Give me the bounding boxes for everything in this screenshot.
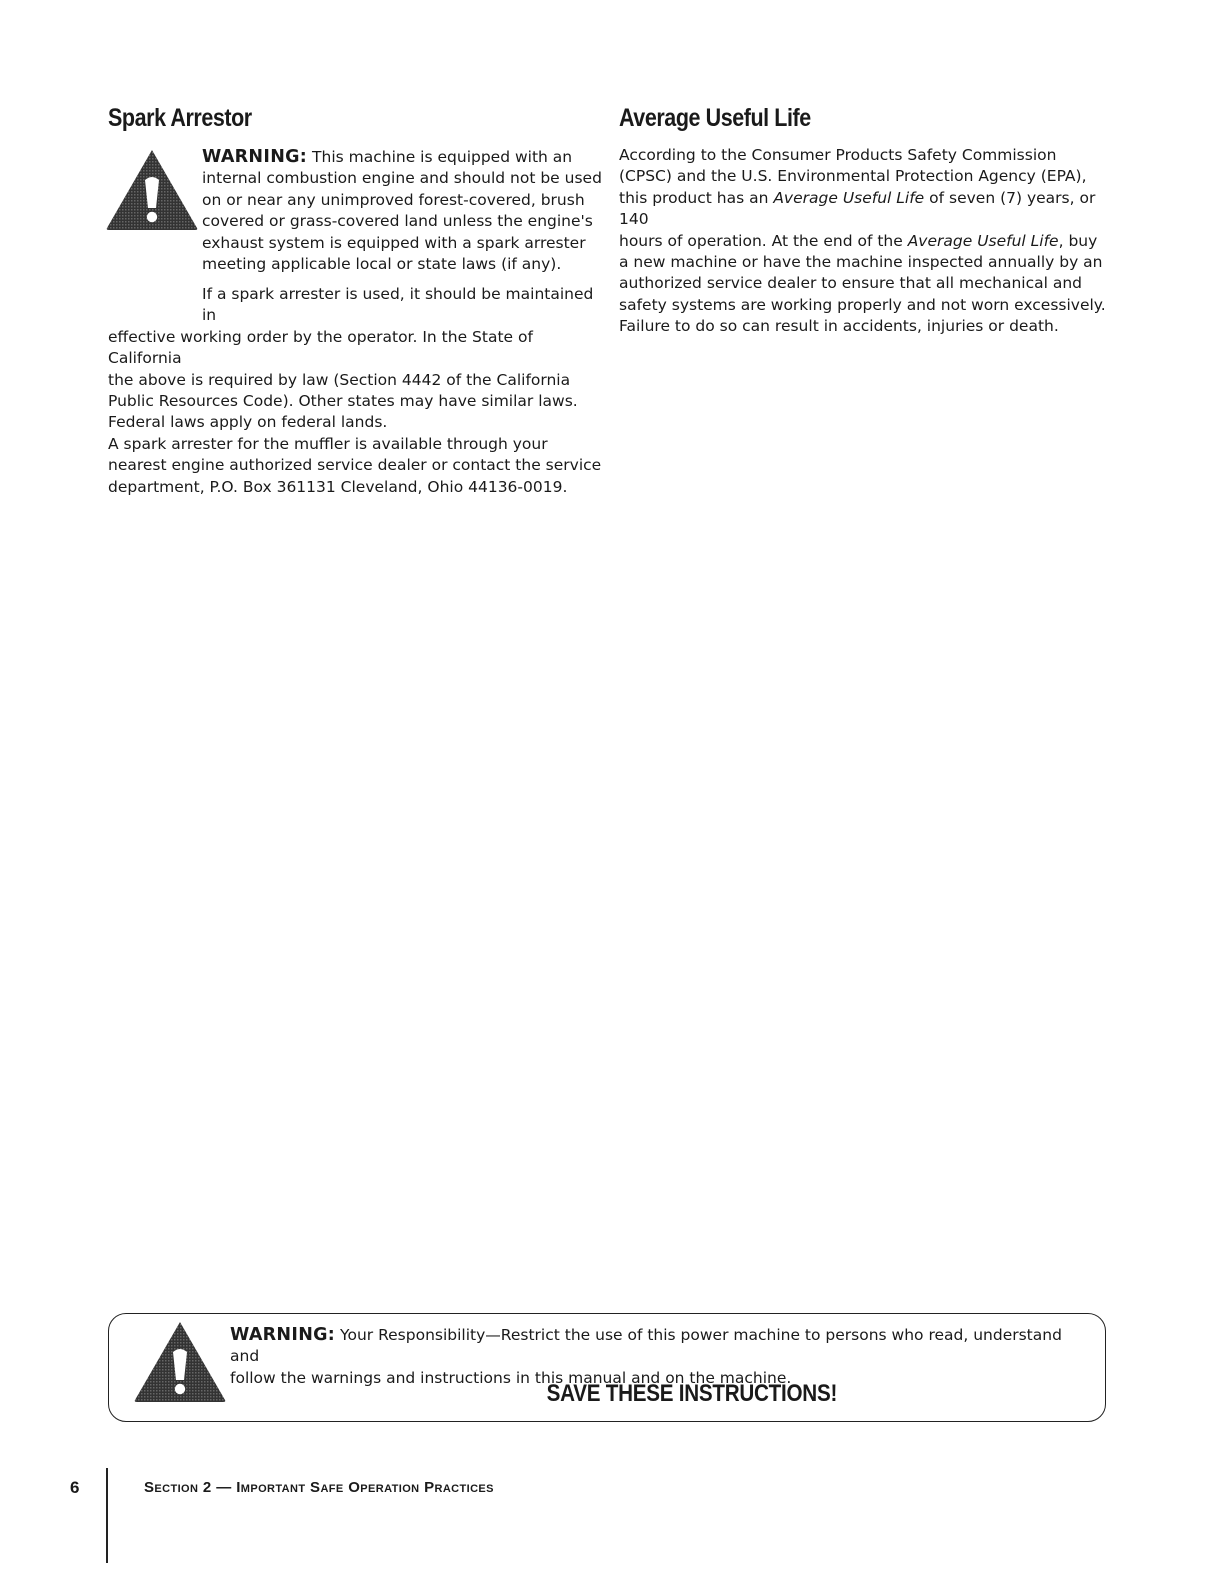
- spark-warning-line: meeting applicable local or state laws (if any).: [202, 255, 562, 274]
- spark-warning-line: [202, 147, 602, 168]
- paragraph-line: a new machine or have the machine inspected annually by an: [619, 253, 1103, 272]
- text-run: of seven (7) years, or 140: [619, 188, 1096, 229]
- text-run: hours of operation. At the end of the: [619, 231, 908, 250]
- paragraph-line: department, P.O. Box 361131 Cleveland, Ohio 44136-0019.: [108, 477, 568, 496]
- paragraph-line: effective working order by the operator. In the State of California: [108, 327, 533, 368]
- text-run: this product has an: [619, 188, 774, 207]
- page-number: 6: [70, 1478, 80, 1497]
- spark-warning-line: covered or grass-covered land unless the engine's: [202, 212, 593, 231]
- average-useful-life-paragraph: [619, 145, 1119, 338]
- warning-label: WARNING:: [202, 147, 308, 167]
- warning-triangle-icon: [132, 1318, 228, 1404]
- warning-triangle-icon: [104, 146, 200, 232]
- spark-warning-line: on or near any unimproved forest-covered, brush: [202, 190, 585, 209]
- italic-term: Average Useful Life: [907, 231, 1059, 250]
- paragraph-line: If a spark arrester is used, it should be maintained in: [202, 285, 594, 325]
- spark-arrester-paragraph: [108, 284, 608, 498]
- warning-label: WARNING:: [230, 1325, 336, 1345]
- paragraph-line: nearest engine authorized service dealer or contact the service: [108, 456, 602, 475]
- paragraph-line: safety systems are working properly and not worn excessively.: [619, 295, 1106, 314]
- paragraph-line: the above is required by law (Section 4442 of the California: [108, 370, 571, 389]
- italic-term: Average Useful Life: [773, 188, 925, 207]
- save-instructions-banner: [310, 1380, 1074, 1408]
- spark-arrestor-heading: Spark Arrestor: [108, 104, 252, 132]
- section-title: Section 2 — Important Safe Operation Practices: [144, 1479, 494, 1496]
- warning-text: Your Responsibility—Restrict the use of this power machine to persons who read, understand and: [230, 1326, 1062, 1366]
- text-run: , buy: [1058, 231, 1098, 250]
- footer-divider: [106, 1468, 108, 1563]
- warning-line: follow the warnings and instructions in this manual and on the machine.: [230, 1368, 792, 1387]
- paragraph-line: (CPSC) and the U.S. Environmental Protection Agency (EPA),: [619, 167, 1087, 186]
- warning-text: This machine is equipped with an: [312, 148, 573, 166]
- paragraph-line: A spark arrester for the muffler is available through your: [108, 434, 548, 453]
- paragraph-line: [619, 188, 1119, 231]
- paragraph-line: Failure to do so can result in accidents, injuries or death.: [619, 317, 1059, 336]
- paragraph-line: Federal laws apply on federal lands.: [108, 413, 388, 432]
- spark-warning-line: exhaust system is equipped with a spark arrester: [202, 233, 586, 252]
- average-useful-life-heading: Average Useful Life: [619, 104, 811, 132]
- spark-warning-block: [202, 147, 602, 275]
- paragraph-line: [619, 231, 1119, 252]
- paragraph-line: Public Resources Code). Other states may have similar laws.: [108, 392, 578, 411]
- paragraph-line: According to the Consumer Products Safety Commission: [619, 146, 1057, 164]
- warning-line: [230, 1325, 1090, 1368]
- spark-warning-line: internal combustion engine and should not be used: [202, 169, 602, 188]
- paragraph-line: authorized service dealer to ensure that all mechanical and: [619, 274, 1082, 293]
- save-instructions-text: SAVE THESE INSTRUCTIONS!: [546, 1380, 838, 1407]
